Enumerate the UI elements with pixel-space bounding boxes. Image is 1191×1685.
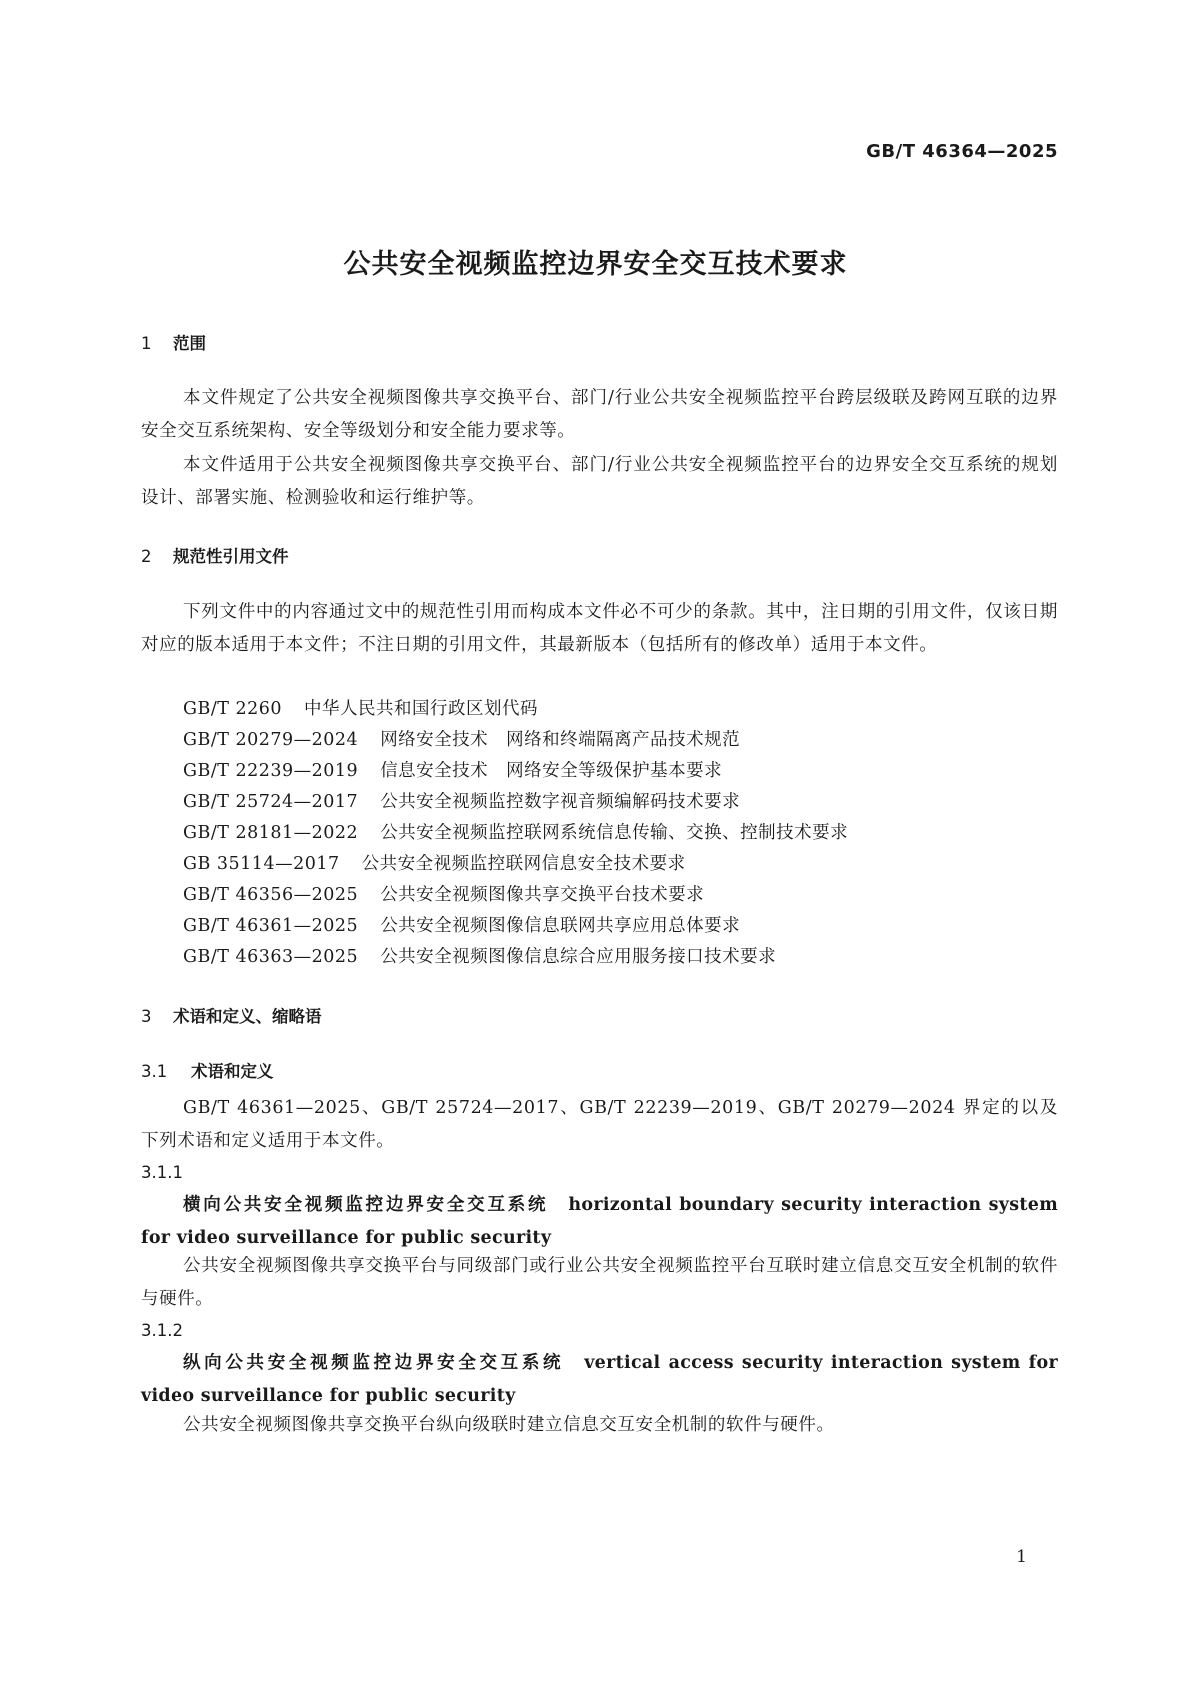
reference-code: GB/T 25724—2017 [183,792,359,812]
section-title: 范围 [173,334,206,353]
term-definition: 公共安全视频图像共享交换平台与同级部门或行业公共安全视频监控平台互联时建立信息交互安全机制的软件与硬件。 [141,1256,1058,1309]
section-1-heading [141,330,206,354]
reference-item [183,726,740,751]
reference-code: GB/T 46361—2025 [183,916,359,936]
subsection-number: 3.1 [141,1062,168,1081]
term-heading [141,1189,1058,1255]
reference-item [183,850,686,875]
scope-paragraph-2: 本文件适用于公共安全视频图像共享交换平台、部门/行业公共安全视频监控平台的边界安全交互系统的规划设计、部署实施、检测验收和运行维护等。 [141,455,1058,508]
reference-title: 公共安全视频监控联网信息安全技术要求 [361,854,686,874]
subsection-3-1-heading [141,1058,274,1082]
normative-references-paragraph: 下列文件中的内容通过文中的规范性引用而构成本文件必不可少的条款。其中，注日期的引用文件，仅该日期对应的版本适用于本文件；不注日期的引用文件，其最新版本（包括所有的修改单）适用于本文件。 [141,602,1058,655]
reference-item [183,788,740,813]
reference-item [183,695,538,720]
terms-intro-paragraph: GB/T 46361—2025、GB/T 25724—2017、GB/T 22239—2019、GB/T 20279—2024 界定的以及下列术语和定义适用于本文件。 [141,1098,1058,1151]
section-title: 规范性引用文件 [173,547,289,566]
reference-title: 信息安全技术 网络安全等级保护基本要求 [380,761,723,781]
section-number: 2 [141,547,152,566]
section-number: 3 [141,1007,152,1026]
reference-title: 公共安全视频监控数字视音频编解码技术要求 [380,792,741,812]
reference-code: GB/T 22239—2019 [183,761,359,781]
scope-paragraph-1: 本文件规定了公共安全视频图像共享交换平台、部门/行业公共安全视频监控平台跨层级联及跨网互联的边界安全交互系统架构、安全等级划分和安全能力要求等。 [141,388,1058,441]
term-number: 3.1.2 [141,1321,183,1340]
reference-title: 公共安全视频图像共享交换平台技术要求 [380,885,705,905]
term-number: 3.1.1 [141,1163,183,1182]
reference-code: GB/T 2260 [183,699,283,719]
reference-title: 中华人民共和国行政区划代码 [304,699,539,719]
reference-item [183,881,704,906]
reference-item [183,943,776,968]
reference-code: GB/T 28181—2022 [183,823,359,843]
term-zh: 横向公共安全视频监控边界安全交互系统 [183,1195,549,1215]
reference-code: GB/T 46363—2025 [183,947,359,967]
term-en: horizontal boundary security interaction system for video surveillance for public security [141,1195,1059,1248]
reference-title: 网络安全技术 网络和终端隔离产品技术规范 [380,730,741,750]
subsection-title: 术语和定义 [191,1062,274,1081]
section-2-heading [141,543,289,567]
reference-item [183,912,740,937]
reference-code: GB/T 46356—2025 [183,885,359,905]
reference-item [183,757,722,782]
term-definition: 公共安全视频图像共享交换平台纵向级联时建立信息交互安全机制的软件与硬件。 [183,1415,835,1435]
standard-code: GB/T 46364—2025 [866,141,1058,162]
term-en: vertical access security interaction system for video surveillance for public security [141,1353,1058,1406]
page-number: 1 [1016,1547,1027,1567]
section-number: 1 [141,334,152,353]
reference-title: 公共安全视频监控联网系统信息传输、交换、控制技术要求 [380,823,849,843]
reference-code: GB/T 20279—2024 [183,730,359,750]
reference-title: 公共安全视频图像信息联网共享应用总体要求 [380,916,741,936]
document-title: 公共安全视频监控边界安全交互技术要求 [343,249,848,280]
section-title: 术语和定义、缩略语 [173,1007,322,1026]
reference-title: 公共安全视频图像信息综合应用服务接口技术要求 [380,947,777,967]
term-heading [141,1347,1058,1413]
reference-code: GB 35114—2017 [183,854,340,874]
reference-item [183,819,848,844]
term-zh: 纵向公共安全视频监控边界安全交互系统 [183,1353,565,1373]
section-3-heading [141,1003,322,1027]
